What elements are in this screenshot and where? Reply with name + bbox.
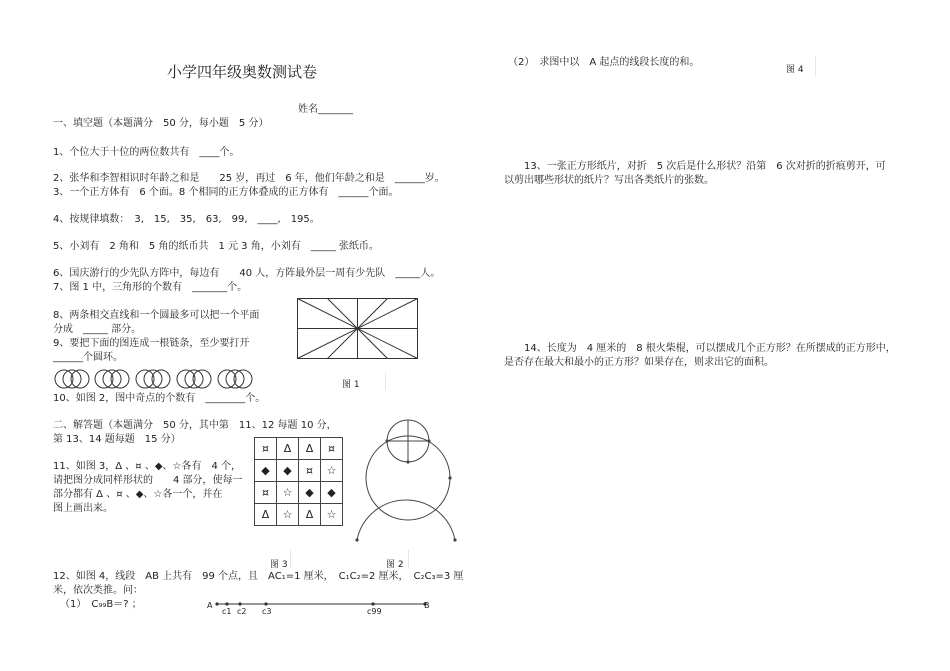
question-11-line-2: 请把图分成同样形状的 4 部分，使每一 [53,475,243,486]
figure-4-caption: 图 4 [786,65,804,75]
grid-cell: ◆ [299,482,321,504]
question-6: 6、国庆游行的少先队方阵中，每边有 40 人，方阵最外层一周有少先队 _____人。 [53,268,441,279]
point-a-label: A [207,601,213,610]
figure-3-caption: 图 3 [270,560,288,570]
question-9-line-2: ______个圆环。 [53,352,123,363]
figure-3-grid [254,437,343,526]
question-12-line-1: 12、如图 4，线段 AB 上共有 99 个点，且 AC₁=1 厘米， C₁C₂=2 厘米， C₂C₃=3 厘 [53,571,464,582]
grid-row [255,460,343,482]
section-2-heading-line-2: 第 13、14 题每题 15 分） [53,434,181,445]
point-c1-label: c1 [222,607,232,616]
divider [815,56,816,76]
question-5: 5、小刘有 2 角和 5 角的纸币共 1 元 3 角，小刘有 _____ 张纸币。 [53,241,379,252]
name-field: 姓名_______ [298,104,353,115]
grid-cell: ☆ [277,482,299,504]
question-4: 4、按规律填数： 3, 15, 35, 63, 99, ____, 195。 [53,214,320,225]
question-13-line-2: 以剪出哪些形状的纸片？写出各类纸片的张数。 [504,175,714,186]
question-12-line-2: 米，依次类推。问： [53,585,143,596]
grid-cell: ☆ [321,504,343,526]
grid-cell: Δ [277,438,299,460]
question-11-line-3: 部分都有 Δ 、¤ 、◆、☆各一个，并在 [53,489,223,500]
point-b-label: B [424,601,430,610]
question-8-line-2: 分成 _____ 部分。 [53,324,142,335]
question-8-line-1: 8、两条相交直线和一个圆最多可以把一个平面 [53,310,260,321]
point-c3-label: c3 [262,607,272,616]
grid-cell: ◆ [277,460,299,482]
grid-cell: ◆ [321,482,343,504]
divider [408,550,409,568]
grid-row [255,482,343,504]
question-9-line-1: 9、要把下面的图连成一根链条，至少要打开 [53,338,250,349]
question-11-line-4: 图上画出来。 [53,503,113,514]
grid-row [255,504,343,526]
question-12-sub-1: （1） C₉₉B＝? ； [60,599,142,610]
point-c2-label: c2 [237,607,247,616]
figure-2 [352,412,462,542]
question-11-line-1: 11、如图 3，Δ 、¤ 、◆、☆各有 4 个， [53,461,242,472]
grid-cell: ¤ [299,460,321,482]
divider [385,372,386,390]
grid-row [255,438,343,460]
question-10: 10、如图 2，图中奇点的个数有 ________个。 [53,393,266,404]
figure-1-caption: 图 1 [342,380,360,390]
grid-cell: ¤ [255,438,277,460]
grid-cell: ☆ [277,504,299,526]
chain-rings [52,368,264,390]
grid-cell: ¤ [321,438,343,460]
question-14-line-1: 14、长度为 4 厘米的 8 根火柴棍，可以摆成几个正方形？在所摆成的正方形中， [524,343,896,354]
figure-2-caption: 图 2 [386,560,404,570]
question-12-sub-2: （2） 求图中以 A 起点的线段长度的和。 [508,57,700,68]
page-title: 小学四年级奥数测试卷 [167,63,318,81]
point-c99-label: c99 [367,607,382,616]
question-14-line-2: 是否存在最大和最小的正方形？如果存在，则求出它的面积。 [504,357,774,368]
grid-cell: ☆ [321,460,343,482]
question-2: 2、张华和李智相识时年龄之和是 25 岁，再过 6 年，他们年龄之和是 ______岁。 [53,173,445,184]
section-2-heading-line-1: 二、解答题（本题满分 50 分，其中第 11、12 每题 10 分， [53,420,337,431]
grid-cell: ¤ [255,482,277,504]
grid-cell: Δ [255,504,277,526]
question-1: 1、个位大于十位的两位数共有 ____个。 [53,147,240,158]
grid-cell: Δ [299,504,321,526]
question-7: 7、图 1 中，三角形的个数有 _______个。 [53,282,248,293]
question-13-line-1: 13、一张正方形纸片，对折 5 次后是什么形状？沿第 6 次对折的折痕剪开，可 [524,161,886,172]
question-3: 3、一个正方体有 6 个面。8 个相同的正方体叠成的正方体有 ______个面。 [53,187,399,198]
figure-1 [297,298,419,360]
grid-cell: Δ [299,438,321,460]
section-1-heading: 一、填空题（本题满分 50 分，每小题 5 分） [53,118,269,129]
grid-cell: ◆ [255,460,277,482]
divider [290,550,291,568]
